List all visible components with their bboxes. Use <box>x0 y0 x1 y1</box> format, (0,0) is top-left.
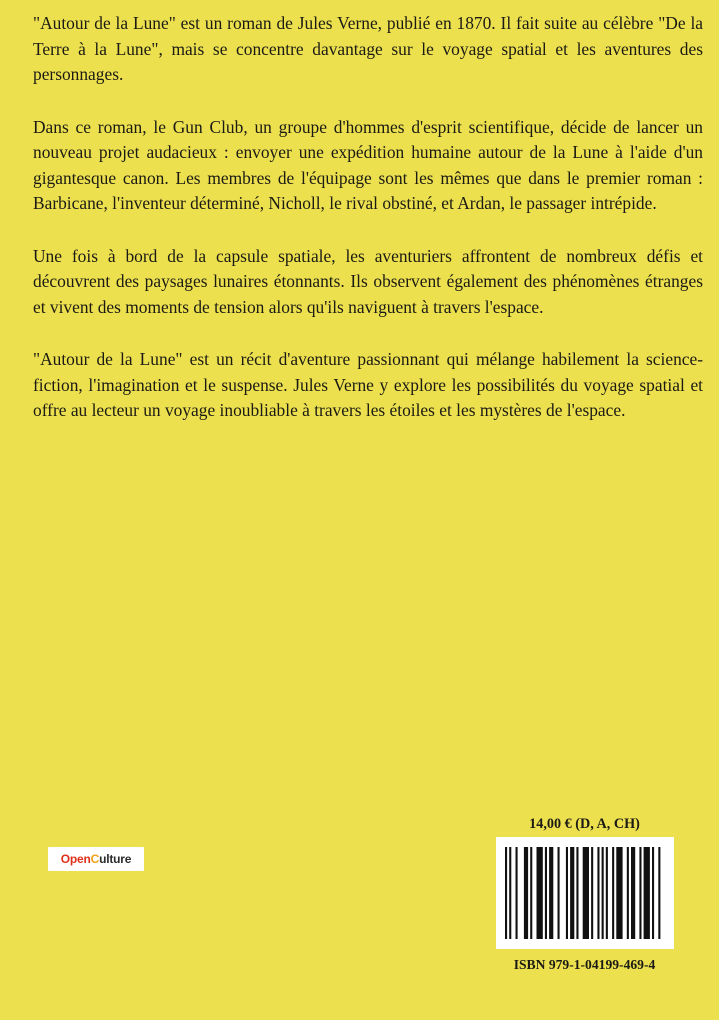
synopsis-paragraph-3: Une fois à bord de la capsule spatiale, les aventuriers affrontent de nombreux défis et découvrent des paysages lunaires étonnants. Ils observent également des phénomènes étranges et vivent des moments de tension alors qu'ils naviguent à travers l'espace. <box>33 245 703 317</box>
logo-open: Open <box>60 852 91 866</box>
barcode-icon <box>504 847 666 939</box>
publisher-logo-text <box>48 847 144 871</box>
isbn-label: ISBN 979-1-04199-469-4 <box>513 957 656 972</box>
publisher-logo <box>48 847 144 871</box>
synopsis-paragraph-2: Dans ce roman, le Gun Club, un groupe d'hommes d'esprit scientifique, décide de lancer un nouveau projet audacieux : envoyer une expédition humaine autour de la Lune à l'aide d'un gigantesque canon. Les membres de l'équipage sont les mêmes que dans le premier roman : Barbicane, l'inventeur déterminé, Nicholl, le rival obstiné, et Ardan, le passager intrépide. <box>33 116 703 213</box>
logo-rest: ulture <box>99 852 132 866</box>
synopsis <box>33 11 703 451</box>
price-label: 14,00 € (D, A, CH) <box>529 816 640 832</box>
synopsis-paragraph-4: "Autour de la Lune" est un récit d'aventure passionnant qui mélange habilement la science-fiction, l'imagination et le suspense. Jules Verne y explore les possibilités du voyage spatial et offre au lecteur un voyage inoubliable à travers les étoiles et les mystères de l'espace. <box>33 349 703 420</box>
logo-c: C <box>90 852 100 866</box>
barcode <box>496 837 674 949</box>
synopsis-paragraph-1: "Autour de la Lune" est un roman de Jules Verne, publié en 1870. Il fait suite au célèbre "De la Terre à la Lune", mais se concentre davantage sur le voyage spatial et les aventures des personnages. <box>33 13 703 84</box>
